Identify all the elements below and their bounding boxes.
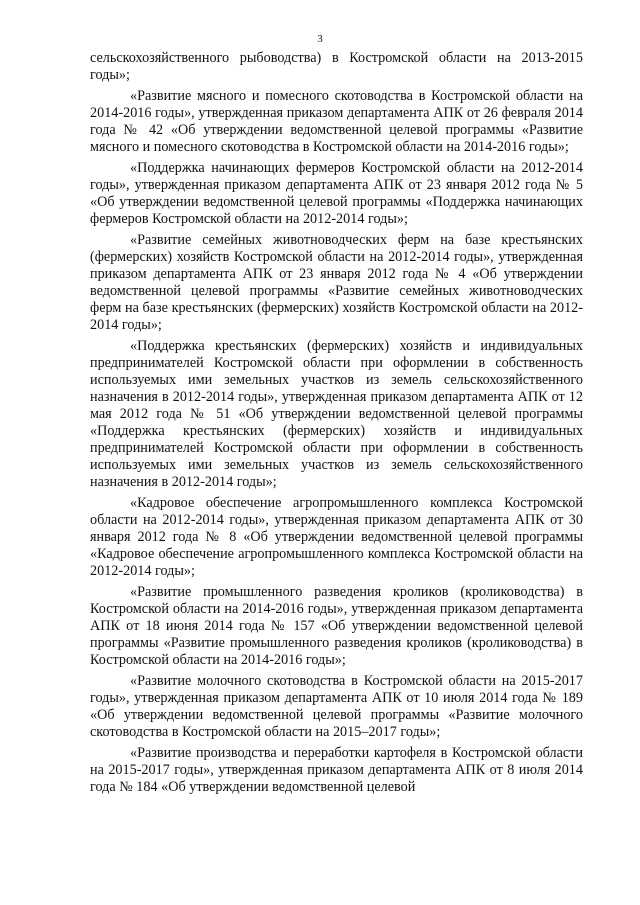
page-number: 3 [317, 33, 323, 45]
paragraph-meat-cattle-program: «Развитие мясного и помесного скотоводства в Костромской области на 2014-2016 годы», утвержденная приказом департамента АПК от 26 февраля 2014 года № 42 «Об утверждении ведомственной целевой программы «Развитие мясного и помесного скотоводства в Костромской области на 2014-2016 годы»; [90, 88, 583, 155]
paragraph-family-farms-program: «Развитие семейных животноводческих ферм на базе крестьянских (фермерских) хозяйств Костромской области на 2012-2014 годы», утвержденная приказом департамента АПК от 23 января 2012 года № 4 «Об утверждении ведомственной целевой программы «Развитие семейных животноводческих ферм на базе крестьянских (фермерских) хозяйств Костромской области на 2012-2014 годы»; [90, 232, 583, 333]
paragraph-dairy-cattle-program: «Развитие молочного скотоводства в Костромской области на 2015-2017 годы», утвержденная приказом департамента АПК от 10 июля 2014 года № 189 «Об утверждении ведомственной целевой программы «Развитие молочного скотоводства в Костромской области на 2015–2017 годы»; [90, 673, 583, 740]
paragraph-beginning-farmers-program: «Поддержка начинающих фермеров Костромской области на 2012-2014 годы», утвержденная приказом департамента АПК от 23 января 2012 года № 5 «Об утверждении ведомственной целевой программы «Поддержка начинающих фермеров Костромской области на 2012-2014 годы»; [90, 160, 583, 227]
paragraph-potato-program: «Развитие производства и переработки картофеля в Костромской области на 2015-2017 годы», утвержденная приказом департамента АПК от 8 июля 2014 года № 184 «Об утверждении ведомственной целевой [90, 745, 583, 795]
paragraph-land-ownership-program: «Поддержка крестьянских (фермерских) хозяйств и индивидуальных предпринимателей Костромской области при оформлении в собственность используемых ими земельных участков из земель сельскохозяйственного назначения в 2012-2014 годы», утвержденная приказом департамента АПК от 12 мая 2012 года № 51 «Об утверждении ведомственной целевой программы «Поддержка крестьянских (фермерских) хозяйств и индивидуальных предпринимателей Костромской области при оформлении в собственность используемых ими земельных участков из земель сельскохозяйственного назначения в 2012-2014 годы»; [90, 338, 583, 490]
paragraph-continuation: сельскохозяйственного рыбоводства) в Костромской области на 2013-2015 годы»; [90, 50, 583, 83]
paragraph-staffing-program: «Кадровое обеспечение агропромышленного комплекса Костромской области на 2012-2014 годы», утвержденная приказом департамента АПК от 30 января 2012 года № 8 «Об утверждении ведомственной целевой программы «Кадровое обеспечение агропромышленного комплекса Костромской области на 2012-2014 годы»; [90, 495, 583, 579]
document-body [90, 50, 583, 800]
paragraph-rabbit-breeding-program: «Развитие промышленного разведения кроликов (кролиководства) в Костромской области на 2014-2016 годы», утвержденная приказом департамента АПК от 18 июня 2014 года № 157 «Об утверждении ведомственной целевой программы «Развитие промышленного разведения кроликов (кролиководства) в Костромской области на 2014-2016 годы»; [90, 584, 583, 668]
